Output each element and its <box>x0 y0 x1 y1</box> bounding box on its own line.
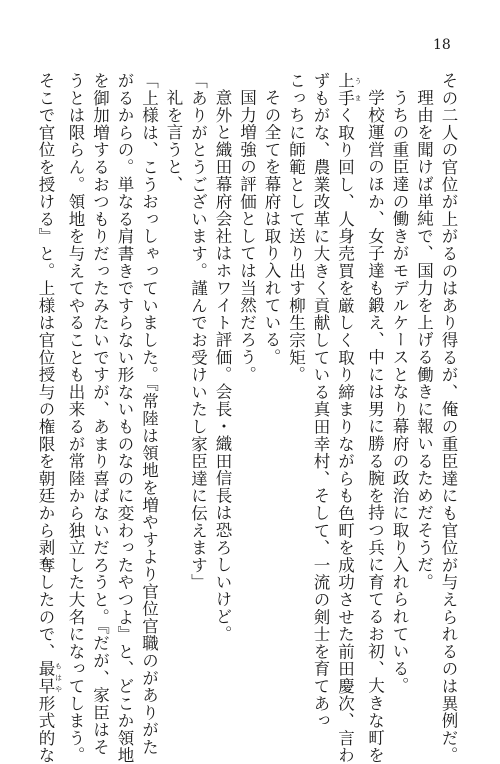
text-line: 「上様は、こうおっしゃっていました。『常陸は領地を増やすより官位官職のがありがた <box>139 72 159 756</box>
text-line: 「ありがとうございます。謹んでお受けいたし家臣達に伝えます」 <box>188 72 208 591</box>
text-line: 国力増強の評価としては当然だろう。 <box>237 89 257 384</box>
text-line: ずもがな、農業改革に大きく貢献している真田幸村、そして、一流の剣士を育てあっ <box>311 72 330 730</box>
line-segment: 形式的な <box>36 694 55 764</box>
vertical-text-body <box>33 72 461 764</box>
text-line: 理由を聞けば単純で、国力を上げる働きに報いるためだそうだ。 <box>414 89 434 591</box>
text-line: その全てを幕府は取り入れている。 <box>262 89 281 366</box>
text-line: 意外と織田幕府会社はホワイト評価。会長・織田信長は恐ろしいけど。 <box>213 89 232 643</box>
page-number: 18 <box>433 37 451 53</box>
line-segment: く取り回し、人身売買を厳しく取り締まりながらも色町を成功させた前田慶次、言わ <box>335 106 355 764</box>
ruby-base: 上手 <box>335 72 355 107</box>
text-line: うとは限らん。領地を与えてやることも出来るが常陸から独立した大名になってしまう。 <box>66 72 85 764</box>
line-segment: そこで官位を授ける』と。上様は官位授与の権限を朝廷から剥奪したので、 <box>36 72 55 661</box>
text-line: を御加増するおつもりだったみたいですが、あまり喜ばないだろうと。『だが、家臣はそ <box>90 72 110 756</box>
text-line: うちの重臣達の働きがモデルケースとなり幕府の政治に取り入れられている。 <box>390 89 409 695</box>
text-line: 礼を言うと、 <box>164 89 183 193</box>
text-line: がるからの。単なる肩書きですらない形ないものなのに変わったやつよ』と、どこか領地 <box>115 72 134 764</box>
text-line: その二人の官位が上がるのはあり得るが、俺の重臣達にも官位が与えられるのは異例だ。 <box>439 72 458 764</box>
ruby-reading: もはや <box>54 660 63 695</box>
ruby-word <box>36 660 63 695</box>
ruby-base: 最早 <box>36 660 55 695</box>
text-line <box>33 72 63 764</box>
ruby-word <box>335 72 362 107</box>
text-line: こっちに師範として送り出す柳生宗矩。 <box>286 72 306 384</box>
text-line <box>332 72 362 764</box>
ruby-reading: うま <box>354 72 362 107</box>
text-line: 学校運営のほか、女子達も鍛え、中には男に勝る腕を持つ兵に育てるお初、大きな町を <box>365 89 385 764</box>
